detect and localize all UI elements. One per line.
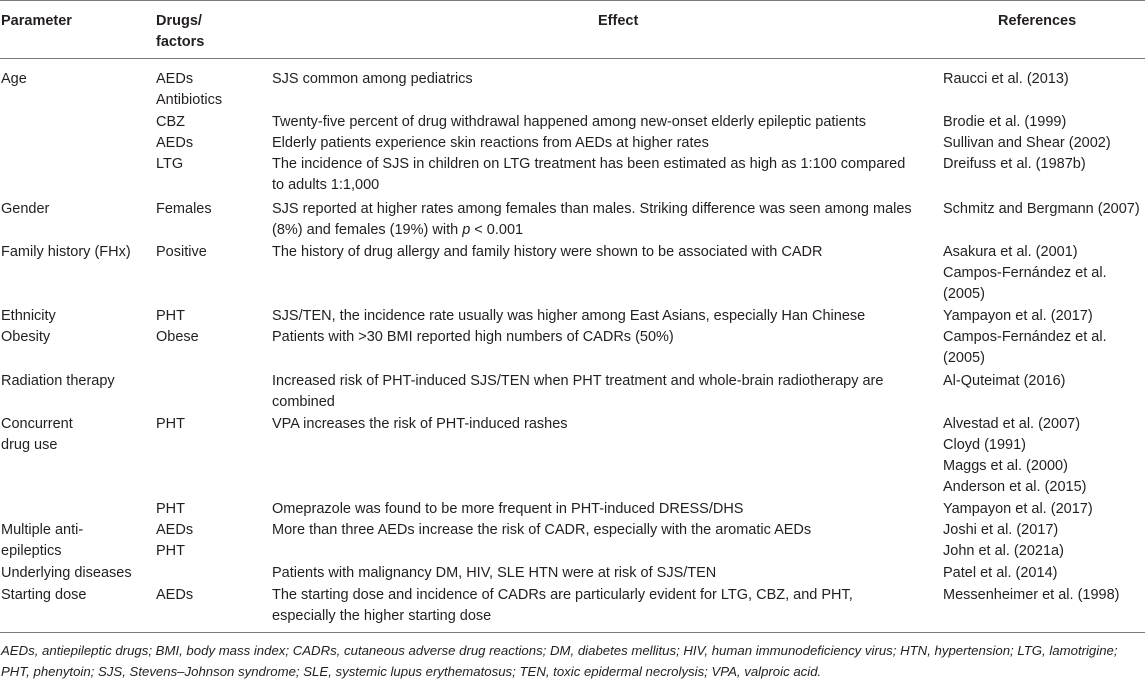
row-aeds-elderly-effect: Elderly patients experience skin reactions from AEDs at higher rates — [272, 135, 709, 151]
row-gender-drugs: Females — [156, 201, 212, 217]
row-starting-dose-effect: The starting dose and incidence of CADRs are particularly evident for LTG, CBZ, and PHT, especially the higher starting dose — [272, 587, 853, 624]
row-gender-effect — [272, 199, 932, 241]
row-age-parameter: Age — [1, 71, 27, 87]
row-gender-references: Schmitz and Bergmann (2007) — [943, 201, 1140, 217]
row-gender-effect-p: p — [462, 222, 471, 238]
row-age-references: Raucci et al. (2013) — [943, 71, 1069, 87]
row-concurrent-parameter: Concurrent drug use — [1, 416, 73, 453]
header-effect: Effect — [598, 13, 639, 29]
header-drugs-factors: Drugs/ factors — [156, 13, 205, 50]
row-omeprazole-effect: Omeprazole was found to be more frequent in PHT-induced DRESS/DHS — [272, 501, 744, 517]
row-concurrent-effect: VPA increases the risk of PHT-induced rashes — [272, 416, 568, 432]
row-gender-effect-text: SJS reported at higher rates among females than males. Striking difference was seen among males (8%) and females (19%) with — [272, 201, 912, 238]
row-ethnicity-parameter: Ethnicity — [1, 308, 56, 324]
row-omeprazole-drugs: PHT — [156, 501, 185, 517]
row-family-history-effect: The history of drug allergy and family history were shown to be associated with CADR — [272, 244, 823, 260]
table-top-rule — [0, 0, 1145, 1]
row-aeds-elderly-drugs: AEDs — [156, 135, 194, 151]
row-ltg-drugs: LTG — [156, 156, 184, 172]
row-cbz-references: Brodie et al. (1999) — [943, 114, 1067, 130]
row-obesity-references: Campos-Fernández et al. (2005) — [943, 329, 1107, 366]
table-footnote: AEDs, antiepileptic drugs; BMI, body mass index; CADRs, cutaneous adverse drug reactions; DM, diabetes mellitus; HIV, human immunodeficiency virus; HTN, hypertension; LTG, lamotrigine; PHT, phenytoin; SJS, Stevens–Johnson syndrome; SLE, systemic lupus erythematosus; TEN, toxic epidermal necrolysis; VPA, valproic acid. — [1, 643, 1118, 679]
row-ltg-references: Dreifuss et al. (1987b) — [943, 156, 1086, 172]
row-age-drugs: AEDs Antibiotics — [156, 71, 223, 108]
row-cbz-effect: Twenty-five percent of drug withdrawal happened among new-onset elderly epileptic patients — [272, 114, 867, 130]
row-omeprazole-references: Yampayon et al. (2017) — [943, 501, 1093, 517]
row-obesity-effect: Patients with >30 BMI reported high numbers of CADRs (50%) — [272, 329, 674, 345]
row-gender-parameter: Gender — [1, 201, 50, 217]
row-age-effect: SJS common among pediatrics — [272, 71, 473, 87]
row-family-history-drugs: Positive — [156, 244, 207, 260]
row-ethnicity-effect: SJS/TEN, the incidence rate usually was higher among East Asians, especially Han Chinese — [272, 308, 866, 324]
row-radiation-effect: Increased risk of PHT-induced SJS/TEN when PHT treatment and whole-brain radiotherapy are combined — [272, 373, 884, 410]
row-concurrent-drugs: PHT — [156, 416, 185, 432]
row-starting-dose-references: Messenheimer et al. (1998) — [943, 587, 1120, 603]
row-aeds-elderly-references: Sullivan and Shear (2002) — [943, 135, 1111, 151]
row-starting-dose-drugs: AEDs — [156, 587, 194, 603]
row-gender-effect-pvalue: < 0.001 — [470, 222, 524, 238]
row-radiation-parameter: Radiation therapy — [1, 373, 115, 389]
table-header-rule — [0, 58, 1145, 59]
row-cbz-drugs: CBZ — [156, 114, 185, 130]
header-parameter: Parameter — [1, 13, 72, 29]
row-multiple-aeds-drugs: AEDs PHT — [156, 522, 194, 559]
row-family-history-parameter: Family history (FHx) — [1, 244, 131, 260]
row-obesity-drugs: Obese — [156, 329, 199, 345]
row-multiple-aeds-effect: More than three AEDs increase the risk of CADR, especially with the aromatic AEDs — [272, 522, 812, 538]
row-multiple-aeds-references: Joshi et al. (2017) John et al. (2021a) — [943, 522, 1064, 559]
row-ltg-effect: The incidence of SJS in children on LTG treatment has been estimated as high as 1:100 compared to adults 1:1,000 — [272, 156, 906, 193]
row-multiple-aeds-parameter: Multiple anti- epileptics — [1, 522, 84, 559]
header-references: References — [998, 13, 1077, 29]
row-starting-dose-parameter: Starting dose — [1, 587, 87, 603]
row-underlying-parameter: Underlying diseases — [1, 565, 132, 581]
table-bottom-rule — [0, 632, 1145, 633]
row-underlying-references: Patel et al. (2014) — [943, 565, 1058, 581]
row-radiation-references: Al-Quteimat (2016) — [943, 373, 1066, 389]
row-ethnicity-references: Yampayon et al. (2017) — [943, 308, 1093, 324]
row-obesity-parameter: Obesity — [1, 329, 51, 345]
row-concurrent-references: Alvestad et al. (2007) Cloyd (1991) Maggs et al. (2000) Anderson et al. (2015) — [943, 416, 1087, 495]
row-ethnicity-drugs: PHT — [156, 308, 185, 324]
row-family-history-references: Asakura et al. (2001) Campos-Fernández et al. (2005) — [943, 244, 1107, 302]
row-underlying-effect: Patients with malignancy DM, HIV, SLE HTN were at risk of SJS/TEN — [272, 565, 717, 581]
